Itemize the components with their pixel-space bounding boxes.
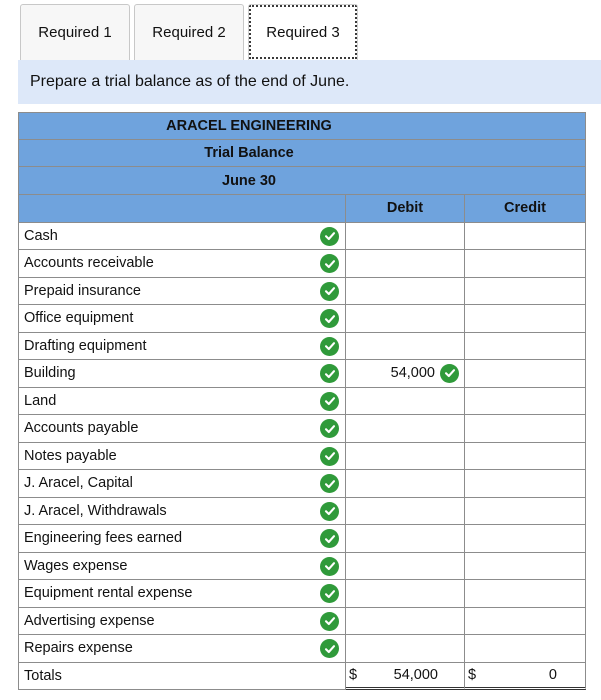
account-name: Advertising expense [24,612,155,629]
account-name: Repairs expense [24,640,133,657]
credit-input[interactable] [465,305,586,333]
debit-input[interactable] [346,250,465,278]
account-name-cell[interactable] [18,250,346,278]
debit-input[interactable] [346,415,465,443]
correct-check-icon [320,447,339,466]
account-row [18,470,586,498]
debit-input[interactable] [346,388,465,416]
correct-check-icon [320,474,339,493]
tab-bar [20,4,362,62]
correct-check-icon [320,254,339,273]
account-name: J. Aracel, Withdrawals [24,502,167,519]
total-debit-value: 54,000 [393,666,438,683]
account-row [18,608,586,636]
account-name-cell[interactable] [18,443,346,471]
credit-input[interactable] [465,525,586,553]
account-row [18,525,586,553]
account-name-cell[interactable] [18,608,346,636]
account-name: Accounts receivable [24,255,154,272]
correct-check-icon [320,309,339,328]
account-name: Building [24,365,76,382]
debit-column-header: Debit [346,195,465,223]
account-row [18,498,586,526]
debit-input[interactable] [346,470,465,498]
debit-input[interactable] [346,443,465,471]
debit-input[interactable] [346,580,465,608]
correct-check-icon [320,557,339,576]
trial-balance-table [18,112,586,690]
totals-label-cell [18,663,346,691]
credit-input[interactable] [465,553,586,581]
debit-input[interactable] [346,525,465,553]
company-name: ARACEL ENGINEERING [18,112,586,140]
currency-symbol: $ [468,666,477,683]
tab-required-1[interactable]: Required 1 [20,4,130,60]
correct-check-icon [320,227,339,246]
account-row [18,333,586,361]
correct-check-icon [320,584,339,603]
correct-check-icon [320,364,339,383]
account-column-header [18,195,346,223]
credit-input[interactable] [465,360,586,388]
debit-input[interactable] [346,553,465,581]
credit-input[interactable] [465,333,586,361]
account-rows [18,223,586,663]
account-row [18,580,586,608]
currency-symbol: $ [349,666,358,683]
tab-required-2[interactable]: Required 2 [134,4,244,60]
account-row [18,553,586,581]
account-name-cell[interactable] [18,415,346,443]
account-name: Engineering fees earned [24,530,183,547]
debit-input[interactable] [346,333,465,361]
totals-label: Totals [24,667,62,684]
account-row [18,223,586,251]
account-name-cell[interactable] [18,580,346,608]
correct-check-icon [440,364,459,383]
account-name-cell[interactable] [18,223,346,251]
correct-check-icon [320,612,339,631]
credit-input[interactable] [465,415,586,443]
account-name-cell[interactable] [18,305,346,333]
account-name-cell[interactable] [18,470,346,498]
correct-check-icon [320,419,339,438]
credit-input[interactable] [465,498,586,526]
debit-input[interactable] [346,278,465,306]
account-name: J. Aracel, Capital [24,475,133,492]
statement-date: June 30 [18,167,586,195]
correct-check-icon [320,502,339,521]
tab-required-3[interactable]: Required 3 [248,4,358,60]
account-name-cell[interactable] [18,525,346,553]
correct-check-icon [320,639,339,658]
account-name-cell[interactable] [18,553,346,581]
account-name: Cash [24,227,58,244]
credit-input[interactable] [465,223,586,251]
debit-value: 54,000 [390,365,435,382]
correct-check-icon [320,282,339,301]
credit-input[interactable] [465,250,586,278]
account-name: Office equipment [24,310,134,327]
debit-input[interactable] [346,608,465,636]
account-name: Land [24,392,57,409]
account-name-cell[interactable] [18,498,346,526]
statement-title: Trial Balance [18,140,586,167]
account-name: Drafting equipment [24,337,147,354]
totals-row [18,663,586,691]
account-row [18,360,586,388]
credit-input[interactable] [465,608,586,636]
instruction-text: Prepare a trial balance as of the end of June. [30,73,350,90]
instruction-banner [18,60,601,104]
debit-input[interactable] [346,305,465,333]
account-row [18,635,586,663]
correct-check-icon [320,392,339,411]
account-row [18,250,586,278]
account-name-cell[interactable] [18,635,346,663]
account-name: Prepaid insurance [24,282,141,299]
account-name-cell[interactable] [18,388,346,416]
total-credit-value: 0 [548,666,557,683]
account-row [18,305,586,333]
account-name-cell[interactable] [18,278,346,306]
credit-input[interactable] [465,580,586,608]
debit-input[interactable] [346,498,465,526]
column-header-row [18,195,586,223]
debit-input[interactable] [346,360,465,388]
credit-column-header: Credit [465,195,586,223]
account-name-cell[interactable] [18,333,346,361]
account-name: Equipment rental expense [24,585,193,602]
correct-check-icon [320,337,339,356]
account-name: Accounts payable [24,420,139,437]
account-row [18,443,586,471]
credit-input[interactable] [465,278,586,306]
credit-input[interactable] [465,470,586,498]
credit-input[interactable] [465,388,586,416]
debit-input[interactable] [346,635,465,663]
correct-check-icon [320,529,339,548]
account-row [18,415,586,443]
account-row [18,388,586,416]
debit-input[interactable] [346,223,465,251]
total-debit-cell [346,663,465,691]
account-name-cell[interactable] [18,360,346,388]
total-credit-cell [465,663,586,691]
account-name: Notes payable [24,447,117,464]
account-row [18,278,586,306]
credit-input[interactable] [465,635,586,663]
credit-input[interactable] [465,443,586,471]
account-name: Wages expense [24,557,128,574]
